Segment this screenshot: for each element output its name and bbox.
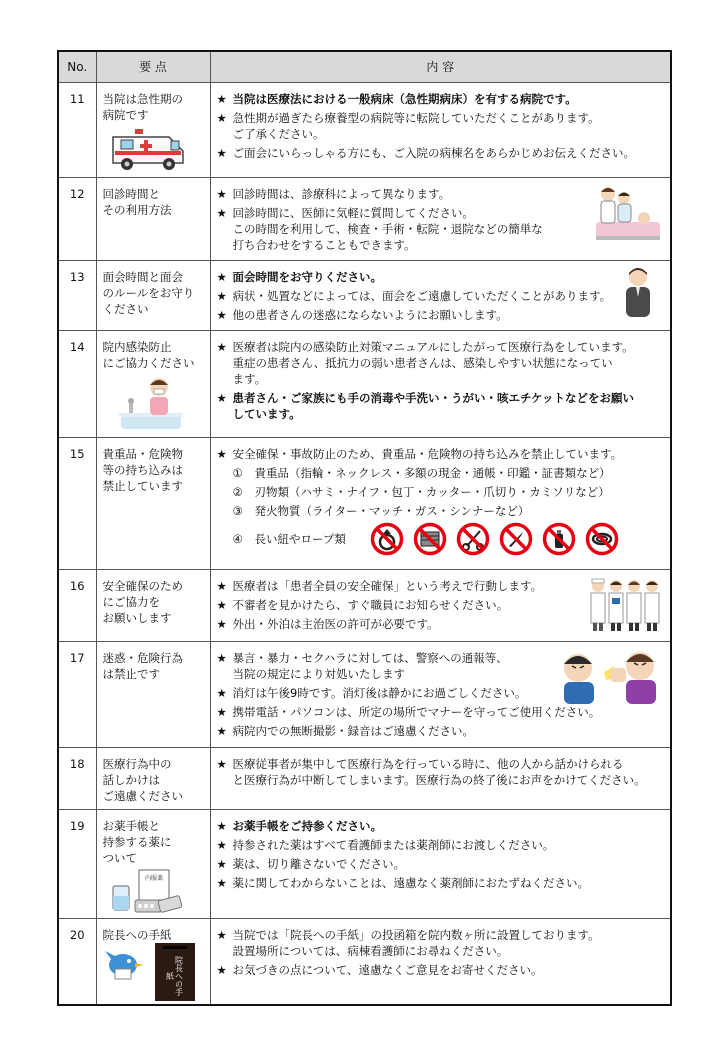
no-ring-icon <box>370 522 404 556</box>
no-cash-icon <box>413 522 447 556</box>
row-content <box>210 748 671 810</box>
point-label: 医療行為中の 話しかけは ご遠慮ください <box>102 757 183 803</box>
row-point <box>96 642 210 748</box>
no-rope-icon <box>585 522 619 556</box>
bullet: ★ 病状・処置などによっては、面会をご遠慮していただくことがあります。 <box>216 289 612 303</box>
row-point <box>96 83 210 178</box>
bullet: ★ 安全確保・事故防止のため、貴重品・危険物の持ち込みを禁止しています。 <box>216 447 623 461</box>
bullet: ★ 医療従事者が集中して医療行為を行っている時に、他の人から話かけられる と医療行為が中断してしまいます。医療行為の終了後にお声をかけてください。 <box>216 757 646 787</box>
bullet: ★ 医療者は「患者全員の安全確保」という考えで行動します。 <box>216 579 543 593</box>
header-content: 内 容 <box>210 51 671 83</box>
row-point <box>96 919 210 1005</box>
rules-table <box>57 50 672 1006</box>
bullet: ★ 外出・外泊は主治医の許可が必要です。 <box>216 617 439 631</box>
row-point <box>96 178 210 261</box>
table-header-row <box>58 51 671 83</box>
letter-box <box>155 943 195 1001</box>
medicine-icon <box>109 868 185 914</box>
row-number: 20 <box>58 919 96 1005</box>
sub-item: ③ 発火物質（ライター・マッチ・ガス・シンナーなど） <box>232 504 530 518</box>
letter-box-slot <box>155 943 195 953</box>
row-number: 15 <box>58 438 96 570</box>
table-row <box>58 748 671 810</box>
point-label: 院内感染防止 にご協力ください <box>102 340 195 370</box>
row-content <box>210 810 671 919</box>
point-label: 安全確保のため にご協力を お願いします <box>102 579 183 625</box>
bowing-person-icon <box>618 265 658 321</box>
point-label: 面会時間と面会 のルールをお守り ください <box>102 270 195 316</box>
sub-item: ② 刃物類（ハサミ・ナイフ・包丁・カッター・爪切り・カミソリなど） <box>232 485 610 499</box>
table-row <box>58 83 671 178</box>
table-row <box>58 438 671 570</box>
bullet: ★ お薬手帳をご持参ください。 <box>216 819 382 833</box>
bullet: ★ 当院では「院長への手紙」の投函箱を院内数ヶ所に設置しております。 設置場所については、病棟看護師にお尋ねください。 <box>216 928 600 958</box>
row-content <box>210 570 671 642</box>
row-number: 17 <box>58 642 96 748</box>
point-label: 院長への手紙 <box>102 928 172 942</box>
row-number: 12 <box>58 178 96 261</box>
bullet: ★ 医療者は院内の感染防止対策マニュアルにしたがって医療行為をしています。 重症の患者さん、抵抗力の弱い患者さんは、感染しやすい状態になってい ます。 <box>216 340 634 386</box>
row-point <box>96 748 210 810</box>
row-content <box>210 642 671 748</box>
bullet: ★ 不審者を見かけたら、すぐ職員にお知らせください。 <box>216 598 509 612</box>
row-number: 14 <box>58 331 96 438</box>
bullet: ★ 病院内での無断撮影・録音はご遠慮ください。 <box>216 724 474 738</box>
bullet: ★ 面会時間をお守りください。 <box>216 270 382 284</box>
point-label: お薬手帳と 持参する薬に ついて <box>102 819 172 865</box>
sub-item: ① 貴重品（指輪・ネックレス・多額の現金・通帳・印鑑・証書類など） <box>232 466 611 480</box>
row-content <box>210 83 671 178</box>
point-label: 貴重品・危険物 等の持ち込みは 禁止しています <box>102 447 183 493</box>
table-row <box>58 331 671 438</box>
row-point <box>96 331 210 438</box>
bullet: ★ 携帯電話・パソコンは、所定の場所でマナーを守ってご使用ください。 <box>216 705 601 719</box>
no-lighter-icon <box>542 522 576 556</box>
prohibited-items-icons <box>370 522 619 556</box>
row-content <box>210 178 671 261</box>
row-point <box>96 810 210 919</box>
row-number: 11 <box>58 83 96 178</box>
header-points: 要 点 <box>96 51 210 83</box>
row-point <box>96 261 210 331</box>
row-content <box>210 261 671 331</box>
bullet: ★ 持参された薬はすべて看護師または薬剤師にお渡しください。 <box>216 838 555 852</box>
no-scissors-icon <box>456 522 490 556</box>
row-number: 13 <box>58 261 96 331</box>
bullet: ★ 薬に関してわからないことは、遠慮なく薬剤師におたずねください。 <box>216 876 589 890</box>
sub-item: ④ 長い紐やロープ類 <box>233 522 665 556</box>
letter-box-label: 院長への手紙 <box>165 956 184 996</box>
table-row <box>58 178 671 261</box>
hand-washing-icon <box>117 375 187 433</box>
point-label: 当院は急性期の 病院です <box>102 92 183 122</box>
table-row <box>58 919 671 1005</box>
row-point <box>96 570 210 642</box>
row-content <box>210 919 671 1005</box>
bullet: ★ 他の患者さんの迷惑にならないようにお願いします。 <box>216 308 508 322</box>
row-content <box>210 438 671 570</box>
bullet: ★ 患者さん・ご家族にも手の消毒や手洗い・うがい・咳エチケットなどをお願い しています。 <box>216 391 634 421</box>
bullet: ★ 当院は医療法における一般病床（急性期病床）を有する病院です。 <box>216 92 577 106</box>
ambulance-icon <box>109 127 189 173</box>
table-row <box>58 642 671 748</box>
point-label: 迷惑・危険行為 は禁止です <box>102 651 183 681</box>
table-row <box>58 570 671 642</box>
bullet: ★ 薬は、切り離さないでください。 <box>216 857 405 871</box>
table-row <box>58 261 671 331</box>
bullet: ★ ご面会にいらっしゃる方にも、ご入院の病棟名をあらかじめお伝えください。 <box>216 146 635 160</box>
bullet: ★ お気づきの点について、遠慮なくご意見をお寄せください。 <box>216 963 543 977</box>
medical-staff-icon <box>586 576 662 634</box>
bullet: ★ 消灯は午後9時です。消灯後は静かにお過ごしください。 <box>216 686 527 700</box>
bullet: ★ 急性期が過ぎたら療養型の病院等に転院していただくことがあります。 ご了承ください。 <box>216 111 600 141</box>
bird-letter-icon <box>105 945 147 981</box>
bullet: ★ 暴言・暴力・セクハラに対しては、警察への通報等、 当院の規定により対処いたします <box>216 651 508 681</box>
bullet: ★ 回診時間は、診療科によって異なります。 <box>216 187 451 201</box>
row-number: 18 <box>58 748 96 810</box>
row-number: 19 <box>58 810 96 919</box>
header-no: No. <box>58 51 96 83</box>
no-knife-icon <box>499 522 533 556</box>
row-content <box>210 331 671 438</box>
medicine-bag-label: 内服薬 <box>144 875 163 882</box>
table-row <box>58 810 671 919</box>
point-label: 回診時間と その利用方法 <box>102 187 172 217</box>
row-point <box>96 438 210 570</box>
doctor-patient-icon <box>592 182 664 248</box>
violence-icon <box>554 644 664 706</box>
row-number: 16 <box>58 570 96 642</box>
bullet: ★ 回診時間に、医師に気軽に質問してください。 この時間を利用して、検査・手術・転院・退院などの簡単な 打ち合わせをすることもできます。 <box>216 206 543 252</box>
